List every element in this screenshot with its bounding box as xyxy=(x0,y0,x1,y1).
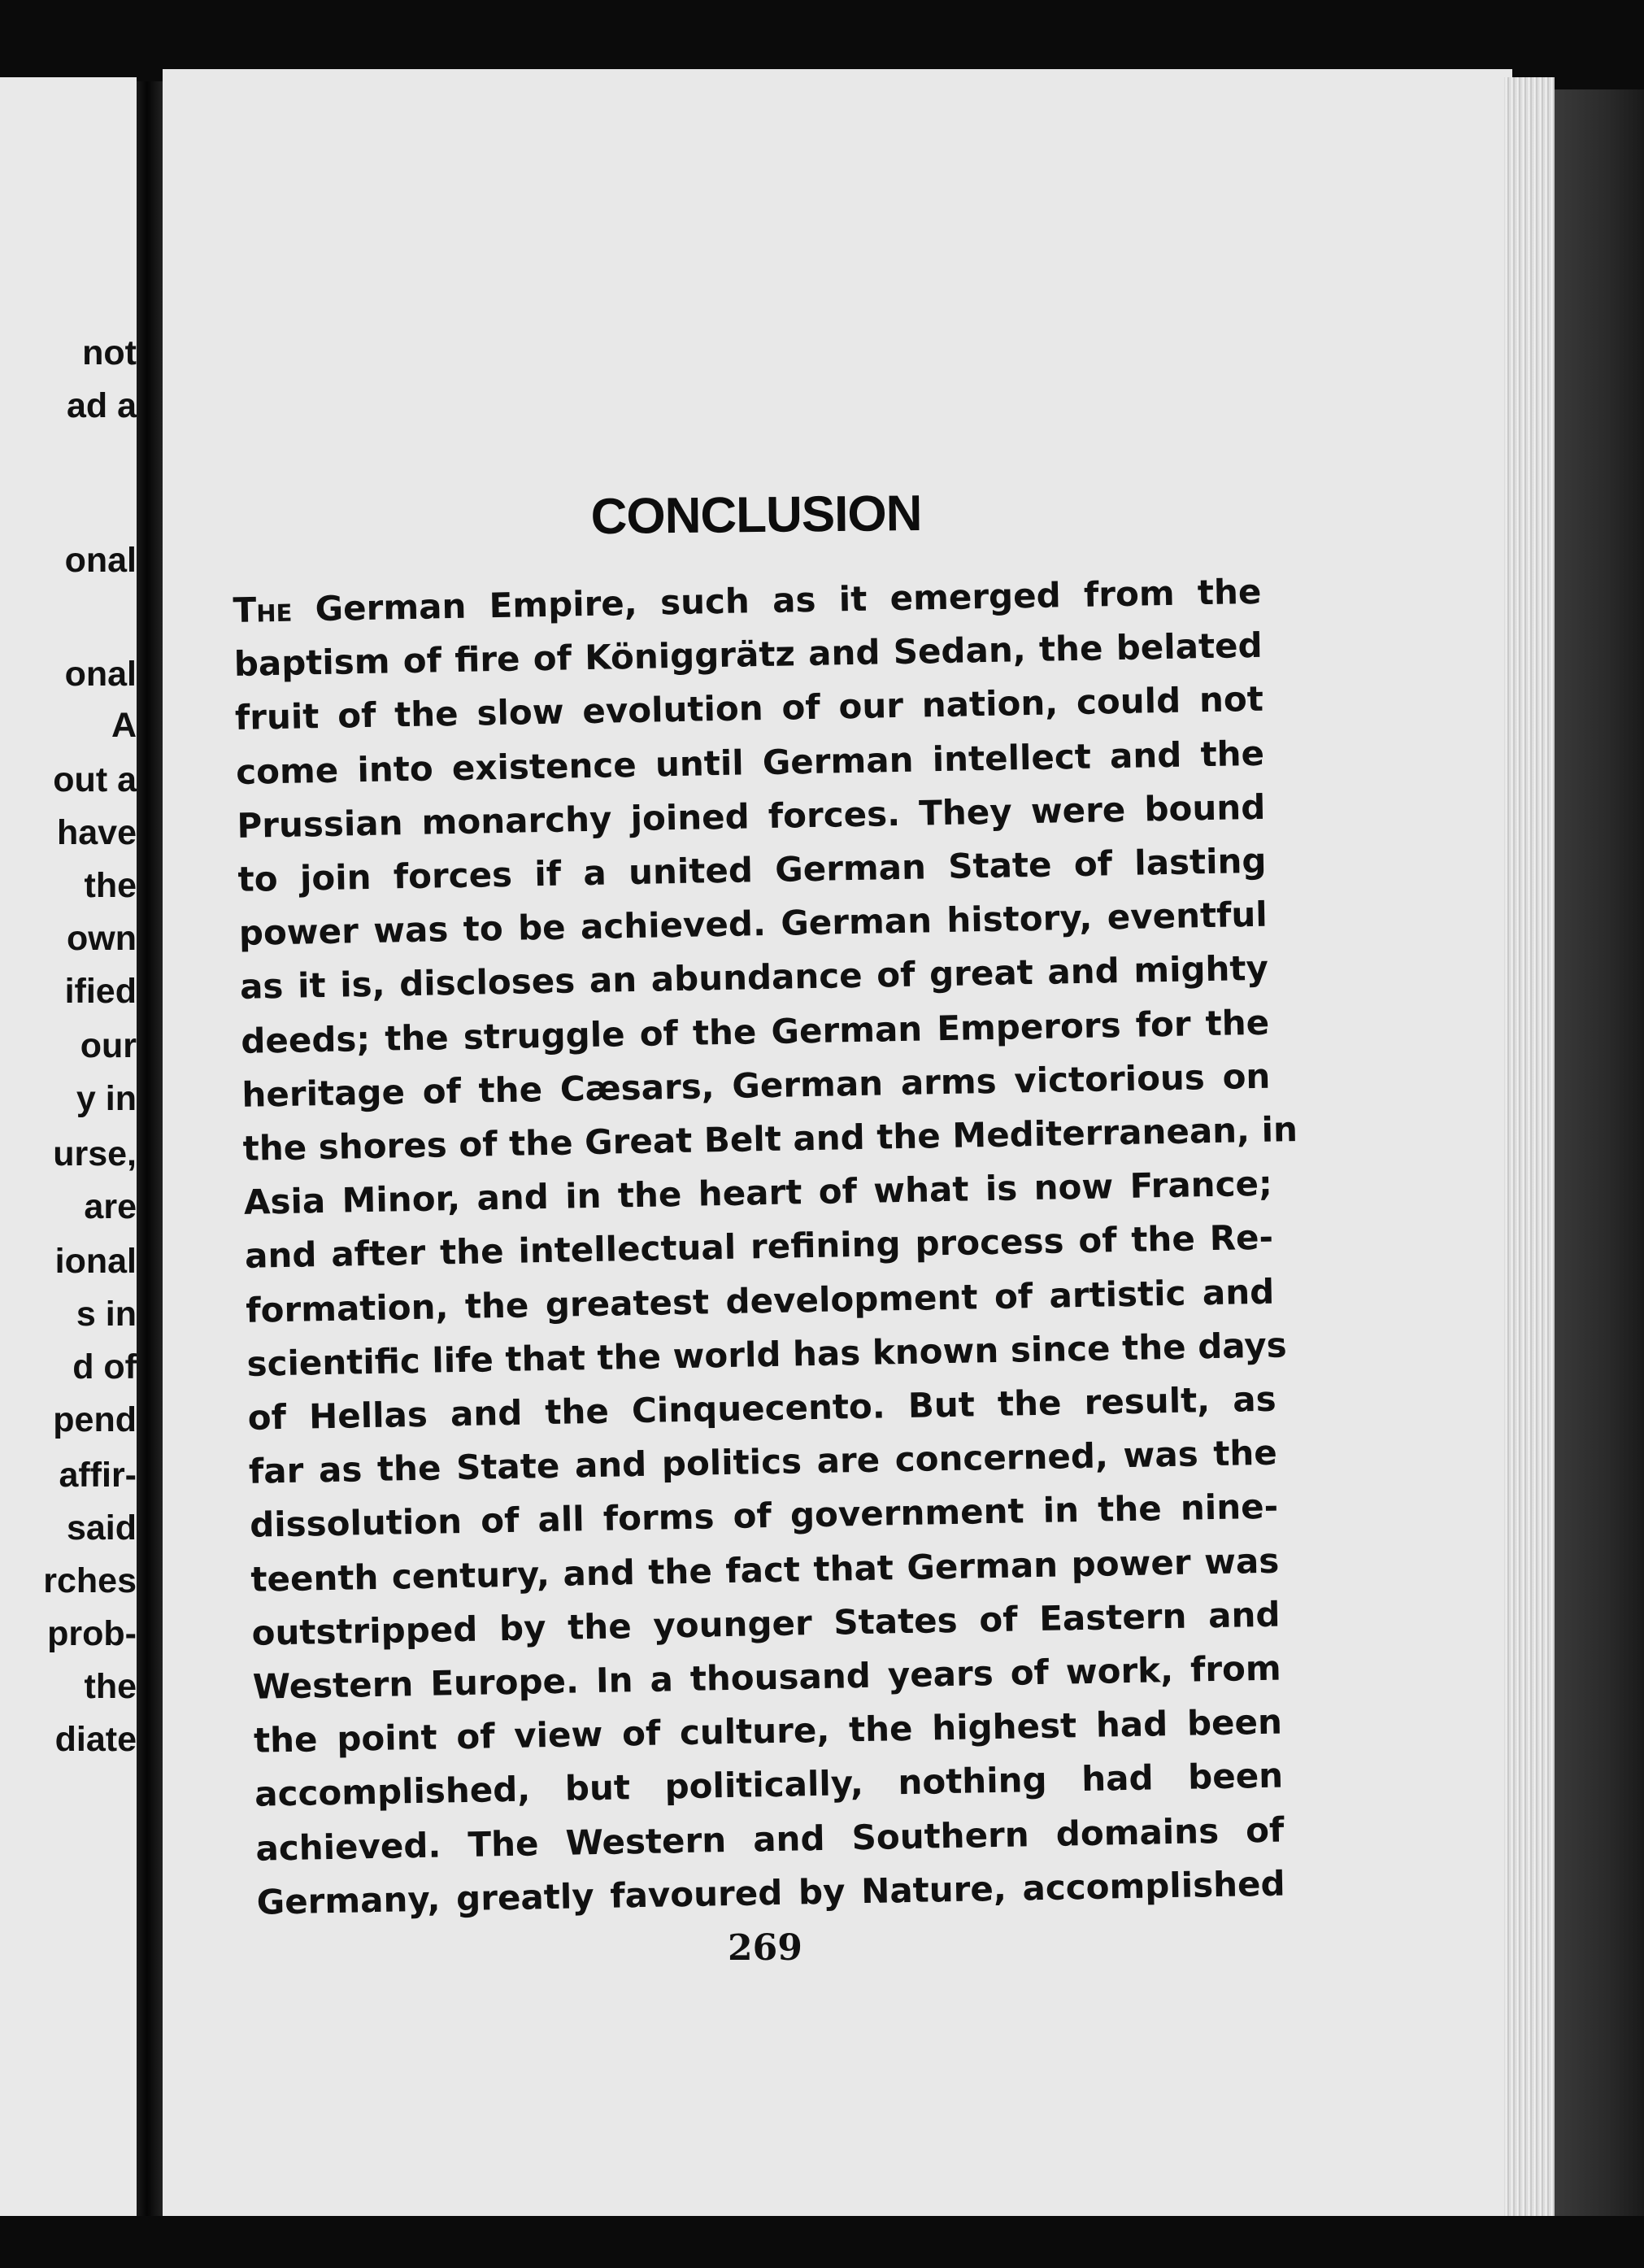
text-line: to join forces if a united German State of lasting xyxy=(237,840,1267,899)
previous-page-line: the xyxy=(84,1667,137,1706)
previous-page-line: d of xyxy=(72,1347,137,1386)
text-line: come into existence until German intellect and the xyxy=(235,733,1265,792)
body-text xyxy=(233,565,1298,1930)
text-line: teenth century, and the fact that German power was xyxy=(250,1540,1280,1600)
text-line: and after the intellectual refining process of the Re- xyxy=(244,1217,1274,1277)
text-line: deeds; the struggle of the German Emperors for the xyxy=(240,1002,1270,1061)
text-line: baptism of fire of Königgrätz and Sedan, the belated xyxy=(233,625,1263,685)
left-gutter xyxy=(137,81,163,2220)
previous-page-line: the xyxy=(84,866,137,905)
previous-page-line: pend xyxy=(53,1400,137,1439)
previous-page-line: our xyxy=(80,1026,137,1065)
text-line: formation, the greatest development of artistic and xyxy=(245,1271,1275,1330)
text-line: accomplished, but politically, nothing had been xyxy=(254,1756,1284,1815)
scan-bottom-border xyxy=(0,2216,1644,2268)
lead-word: The xyxy=(233,589,293,630)
previous-page-line: affir- xyxy=(59,1456,137,1495)
text-line: the shores of the Great Belt and the Mediterranean, in xyxy=(242,1109,1298,1169)
text-line: Germany, greatly favoured by Nature, accomplished xyxy=(256,1863,1285,1922)
text-line: scientific life that the world has known since the days xyxy=(246,1325,1288,1384)
book-binding xyxy=(1555,89,1644,2220)
previous-page-line: own xyxy=(67,919,137,958)
previous-page-line: rches xyxy=(43,1561,137,1600)
previous-page-line: not xyxy=(82,333,137,372)
previous-page-line: onal xyxy=(64,541,137,580)
page-number: 269 xyxy=(728,1927,802,1969)
previous-page-line: A xyxy=(111,706,137,745)
previous-page-line: have xyxy=(56,813,137,852)
text-line: far as the State and politics are concerned, was the xyxy=(248,1432,1278,1492)
text-line: heritage of the Cæsars, German arms victorious on xyxy=(241,1056,1271,1115)
text-line: Western Europe. In a thousand years of work, from xyxy=(252,1648,1282,1707)
previous-page-line: are xyxy=(84,1187,137,1226)
previous-page-line: y in xyxy=(76,1079,137,1118)
text-line: fruit of the slow evolution of our nation, could not xyxy=(234,679,1264,738)
previous-page-line: prob- xyxy=(47,1614,137,1653)
chapter-title: CONCLUSION xyxy=(590,485,922,546)
previous-page-line: diate xyxy=(54,1720,137,1759)
text-line: of Hellas and the Cinquecento. But the result, as xyxy=(247,1378,1277,1438)
previous-page-line: out a xyxy=(53,760,137,799)
previous-page-line: ified xyxy=(64,972,137,1011)
page-edges xyxy=(1504,77,1555,2216)
previous-page-line: ad a xyxy=(66,386,137,425)
text-line: power was to be achieved. German history, eventful xyxy=(238,894,1268,954)
text-line: achieved. The Western and Southern domains of xyxy=(255,1809,1285,1869)
previous-page-line: s in xyxy=(76,1295,137,1334)
text-line: outstripped by the younger States of Eastern and xyxy=(251,1594,1281,1653)
previous-page-text xyxy=(0,77,137,2216)
text-line: the point of view of culture, the highest had been xyxy=(253,1701,1283,1761)
previous-page-line: ional xyxy=(54,1242,137,1281)
previous-page-line: onal xyxy=(64,655,137,694)
first-line-rest: German Empire, such as it emerged from the xyxy=(291,571,1262,629)
text-line: Asia Minor, and in the heart of what is now France; xyxy=(243,1163,1273,1223)
previous-page-line: said xyxy=(66,1508,137,1548)
previous-page-line: urse, xyxy=(53,1134,137,1173)
previous-page-fragment xyxy=(0,77,137,2216)
text-line: Prussian monarchy joined forces. They were bound xyxy=(236,786,1266,846)
text-line: as it is, discloses an abundance of great and mighty xyxy=(239,948,1269,1008)
text-line: dissolution of all forms of government in the nine- xyxy=(249,1487,1279,1546)
